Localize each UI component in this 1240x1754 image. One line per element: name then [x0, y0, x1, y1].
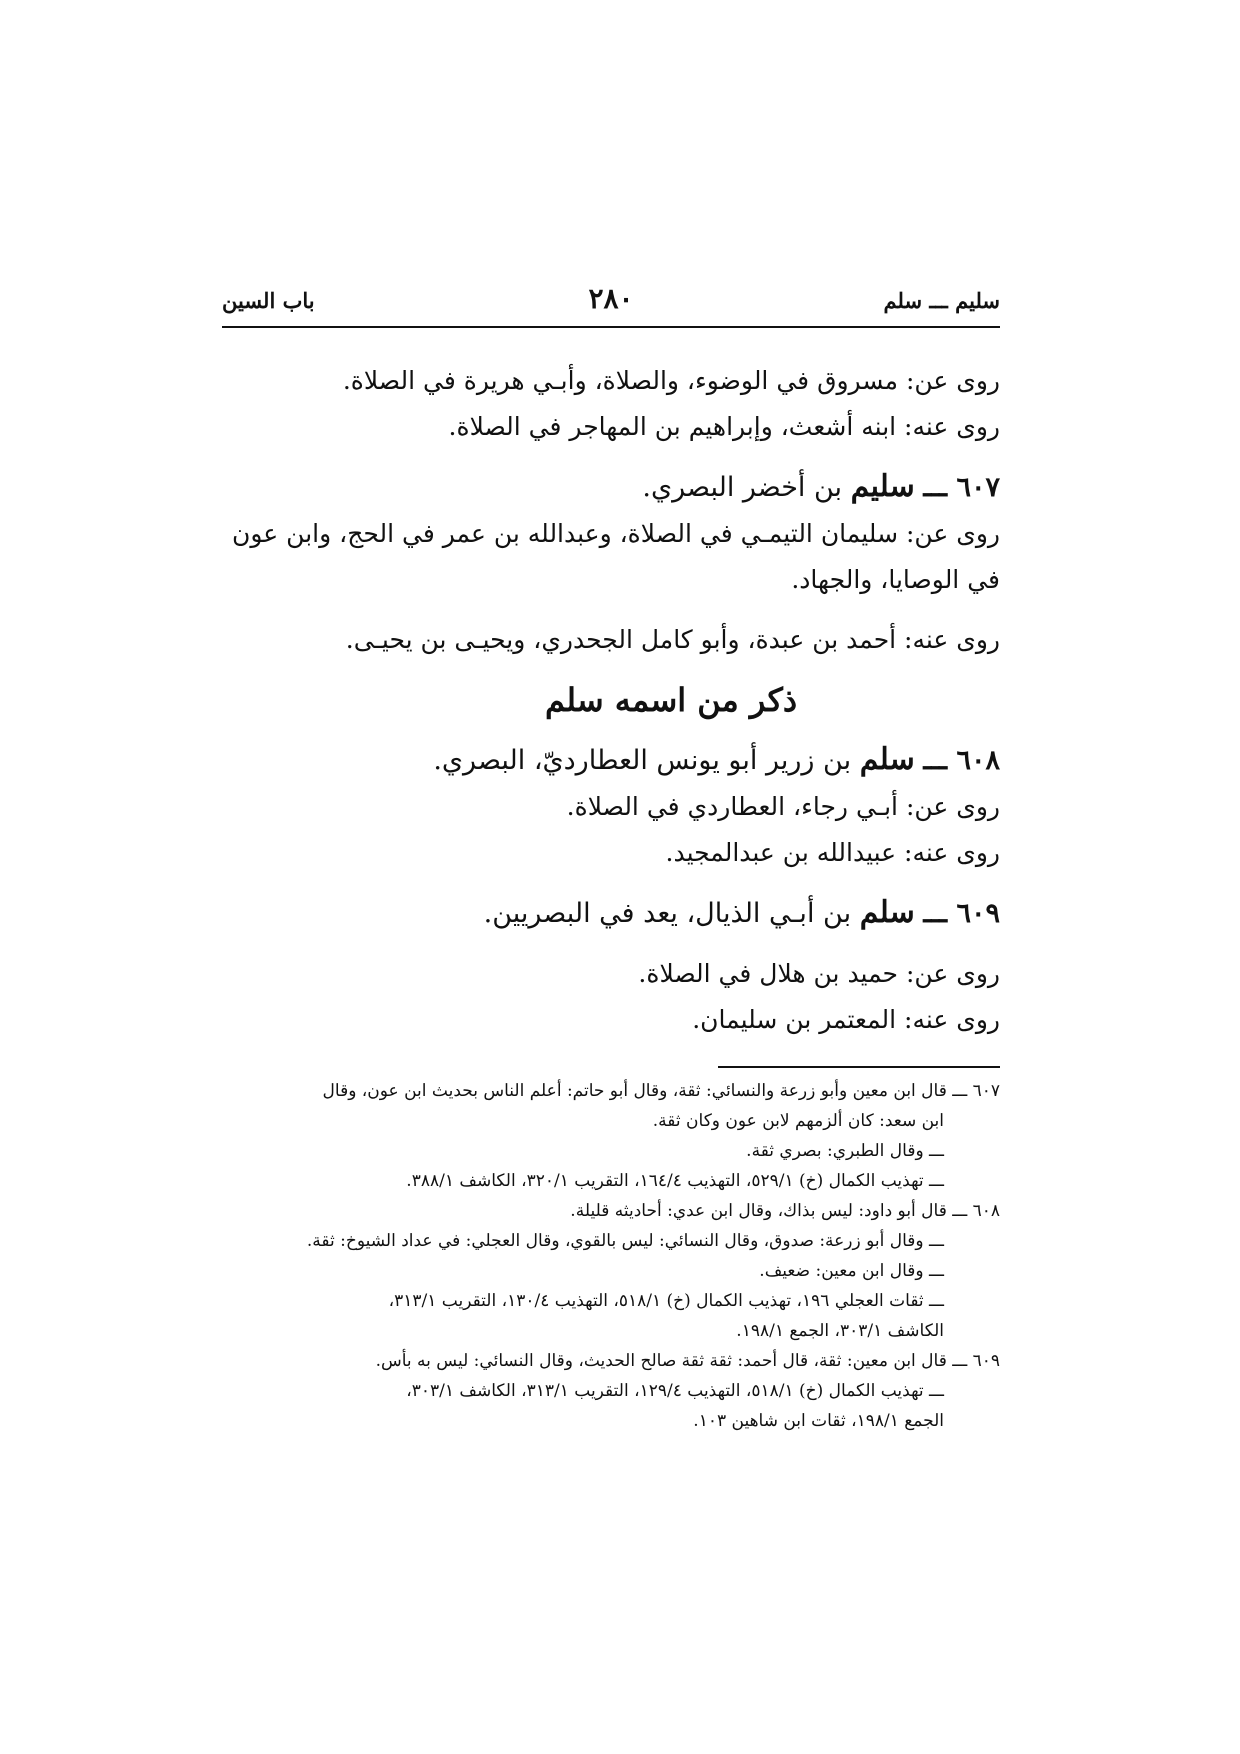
text-line: روى عنه: عبيدالله بن عبدالمجيد.: [665, 838, 1000, 867]
text-line: روى عنه: ابنه أشعث، وإبراهيم بن المهاجر في الصلاة.: [448, 412, 1000, 441]
entry-heading-607: [222, 464, 1000, 511]
footnote-line: ـــ ثقات العجلي ١٩٦، تهذيب الكمال (خ) ٥١٨/١، التهذيب ١٣٠/٤، التقريب ٣١٣/١،: [388, 1291, 944, 1311]
entry-name: سلم: [859, 895, 915, 930]
footnote-rule: [718, 1066, 1000, 1068]
section-title: ذكر من اسمه سلم: [544, 681, 798, 719]
footnote-line: الجمع ١٩٨/١، ثقات ابن شاهين ١٠٣.: [693, 1411, 944, 1431]
footnote-line: ـــ وقال ابن معين: ضعيف.: [759, 1261, 944, 1281]
running-header: [222, 282, 1000, 324]
footnotes: [222, 1076, 1000, 1436]
footnote-line: ـــ تهذيب الكمال (خ) ٥١٨/١، التهذيب ١٢٩/٤، التقريب ٣١٣/١، الكاشف ٣٠٣/١،: [406, 1381, 944, 1401]
footnote-line: ٦٠٩ ـــ قال ابن معين: ثقة، قال أحمد: ثقة ثقة صالح الحديث، وقال النسائي: ليس به بأس.: [375, 1351, 1000, 1371]
footnote-line: ابن سعد: كان ألزمهم لابن عون وكان ثقة.: [652, 1111, 944, 1131]
text-line: روى عنه: أحمد بن عبدة، وأبو كامل الجحدري، ويحيـى بن يحيـى.: [345, 625, 1000, 654]
entry-rest: بن أخضر البصري.: [642, 472, 843, 503]
text-line: في الوصايا، والجهاد.: [791, 565, 1000, 594]
running-head-entries: سليم ـــ سلم: [883, 288, 1000, 313]
text-line: روى عن: سليمان التيمـي في الصلاة، وعبدالله بن عمر في الحج، وابن عون: [232, 519, 1000, 548]
entry-number: ٦٠٨ ـــ: [923, 745, 1000, 776]
footnote-line: ـــ وقال أبو زرعة: صدوق، وقال النسائي: ليس بالقوي، وقال العجلي: في عداد الشيوخ: ثقة.: [306, 1231, 944, 1251]
footnote-line: الكاشف ٣٠٣/١، الجمع ١٩٨/١.: [736, 1321, 944, 1341]
text-line: روى عن: مسروق في الوضوء، والصلاة، وأبـي هريرة في الصلاة.: [342, 366, 1000, 395]
entry-rest: بن أبـي الذيال، يعد في البصريين.: [483, 898, 852, 929]
entry-name: سلم: [859, 742, 915, 777]
entry-number: ٦٠٩ ـــ: [923, 898, 1000, 929]
entry-name: سليم: [850, 469, 915, 504]
footnote-line: ـــ وقال الطبري: بصري ثقة.: [746, 1141, 944, 1161]
footnote-line: ٦٠٨ ـــ قال أبو داود: ليس بذاك، وقال ابن عدي: أحاديثه قليلة.: [570, 1201, 1000, 1221]
page-number: ٢٨٠: [588, 282, 634, 315]
text-line: روى عن: أبـي رجاء، العطاردي في الصلاة.: [566, 792, 1000, 821]
entry-rest: بن زرير أبو يونس العطارديّ، البصري.: [433, 745, 852, 776]
footnote-line: ـــ تهذيب الكمال (خ) ٥٢٩/١، التهذيب ١٦٤/٤، التقريب ٣٢٠/١، الكاشف ٣٨٨/١.: [406, 1171, 944, 1191]
entry-heading-608: [222, 737, 1000, 784]
text-line: روى عنه: المعتمر بن سليمان.: [692, 1005, 1000, 1034]
running-head-chapter: باب السين: [222, 288, 315, 313]
footnote-line: ٦٠٧ ـــ قال ابن معين وأبو زرعة والنسائي: ثقة، وقال أبو حاتم: أعلم الناس بحديث ابن عون، وقال: [322, 1081, 1000, 1101]
entry-number: ٦٠٧ ـــ: [923, 472, 1000, 503]
text-line: روى عن: حميد بن هلال في الصلاة.: [638, 959, 1000, 988]
main-text: [222, 358, 1000, 1043]
header-rule: [222, 326, 1000, 328]
entry-heading-609: [222, 890, 1000, 937]
